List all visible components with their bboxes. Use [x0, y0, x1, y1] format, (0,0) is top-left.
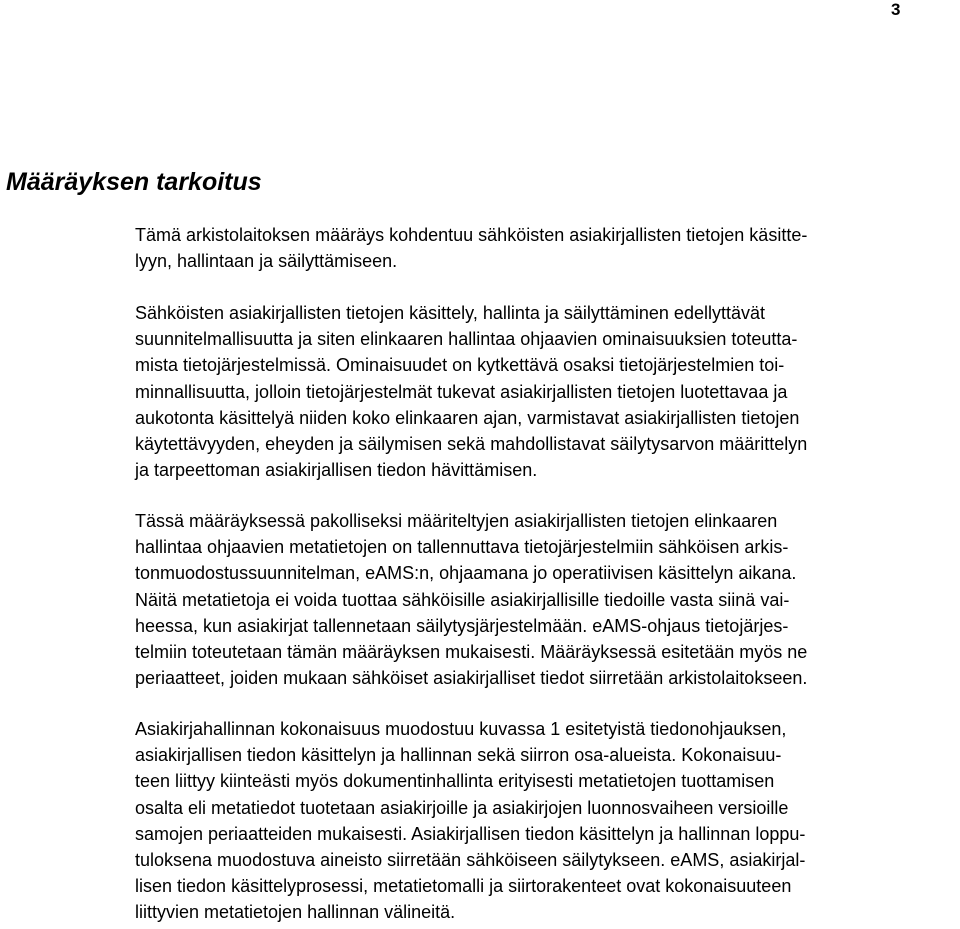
text-line: tuloksena muodostuva aineisto siirretään sähköiseen säilytykseen. eAMS, asiakirjal- — [135, 850, 806, 871]
text-line: samojen periaatteiden mukaisesti. Asiakirjallisen tiedon käsittelyn ja hallinnan loppu- — [135, 823, 806, 844]
text-line: käytettävyyden, eheyden ja säilymisen sekä mahdollistavat säilytysarvon määrittelyn — [135, 434, 808, 455]
section-title: Määräyksen tarkoitus — [6, 168, 262, 196]
text-line: lisen tiedon käsittelyprosessi, metatietomalli ja siirtorakenteet ovat kokonaisuuteen — [135, 876, 792, 897]
text-line: periaatteet, joiden mukaan sähköiset asiakirjalliset tiedot siirretään arkistolaitokseen. — [135, 668, 808, 689]
text-line: teen liittyy kiinteästi myös dokumentinhallinta erityisesti metatietojen tuottamisen — [135, 771, 775, 792]
paragraph-requirements — [135, 300, 960, 483]
text-line: tonmuodostussuunnitelman, eAMS:n, ohjaamana jo operatiivisen käsittelyn aikana. — [135, 563, 797, 584]
text-line: lyyn, hallintaan ja säilyttämiseen. — [135, 251, 398, 272]
text-line: suunnitelmallisuutta ja siten elinkaaren hallintaa ohjaavien ominaisuuksien toteutta- — [135, 329, 798, 350]
text-line: hallintaa ohjaavien metatietojen on tallennuttava tietojärjestelmiin sähköisen arkis- — [135, 537, 789, 558]
text-line: aukotonta käsittelyä niiden koko elinkaaren ajan, varmistavat asiakirjallisten tietojen — [135, 407, 800, 428]
text-line: heessa, kun asiakirjat tallennetaan säilytysjärjestelmään. eAMS-ohjaus tietojärjes- — [135, 615, 789, 636]
text-line: Asiakirjahallinnan kokonaisuus muodostuu kuvassa 1 esitetyistä tiedonohjauksen, — [135, 719, 787, 739]
text-line: liittyvien metatietojen hallinnan välineitä. — [135, 902, 456, 923]
text-line: mista tietojärjestelmissä. Ominaisuudet on kytkettävä osaksi tietojärjestelmien toi- — [135, 355, 785, 376]
text-line: Sähköisten asiakirjallisten tietojen käsittely, hallinta ja säilyttäminen edellyttävät — [135, 303, 765, 323]
text-line: asiakirjallisen tiedon käsittelyn ja hallinnan sekä siirron osa-alueista. Kokonaisuu- — [135, 745, 782, 766]
text-line: Tämä arkistolaitoksen määräys kohdentuu sähköisten asiakirjallisten tietojen käsitte- — [135, 225, 808, 245]
text-line: ja tarpeettoman asiakirjallisen tiedon hävittämisen. — [135, 460, 538, 481]
text-line: Näitä metatietoja ei voida tuottaa sähköisille asiakirjallisille tiedoille vasta siinä vai- — [135, 589, 790, 610]
text-line: Tässä määräyksessä pakolliseksi määriteltyjen asiakirjallisten tietojen elinkaaren — [135, 511, 778, 531]
text-line: minnallisuutta, jolloin tietojärjestelmät tukevat asiakirjallisten tietojen luotettavaa ja — [135, 381, 788, 402]
page-number: 3 — [891, 0, 901, 19]
text-line: telmiin toteutetaan tämän määräyksen mukaisesti. Määräyksessä esitetään myös ne — [135, 642, 808, 663]
paragraph-records-management — [135, 716, 960, 926]
paragraph-metadata — [135, 508, 960, 691]
text-line: osalta eli metatiedot tuotetaan asiakirjoille ja asiakirjojen luonnosvaiheen versioille — [135, 797, 789, 818]
paragraph-scope — [135, 222, 960, 274]
